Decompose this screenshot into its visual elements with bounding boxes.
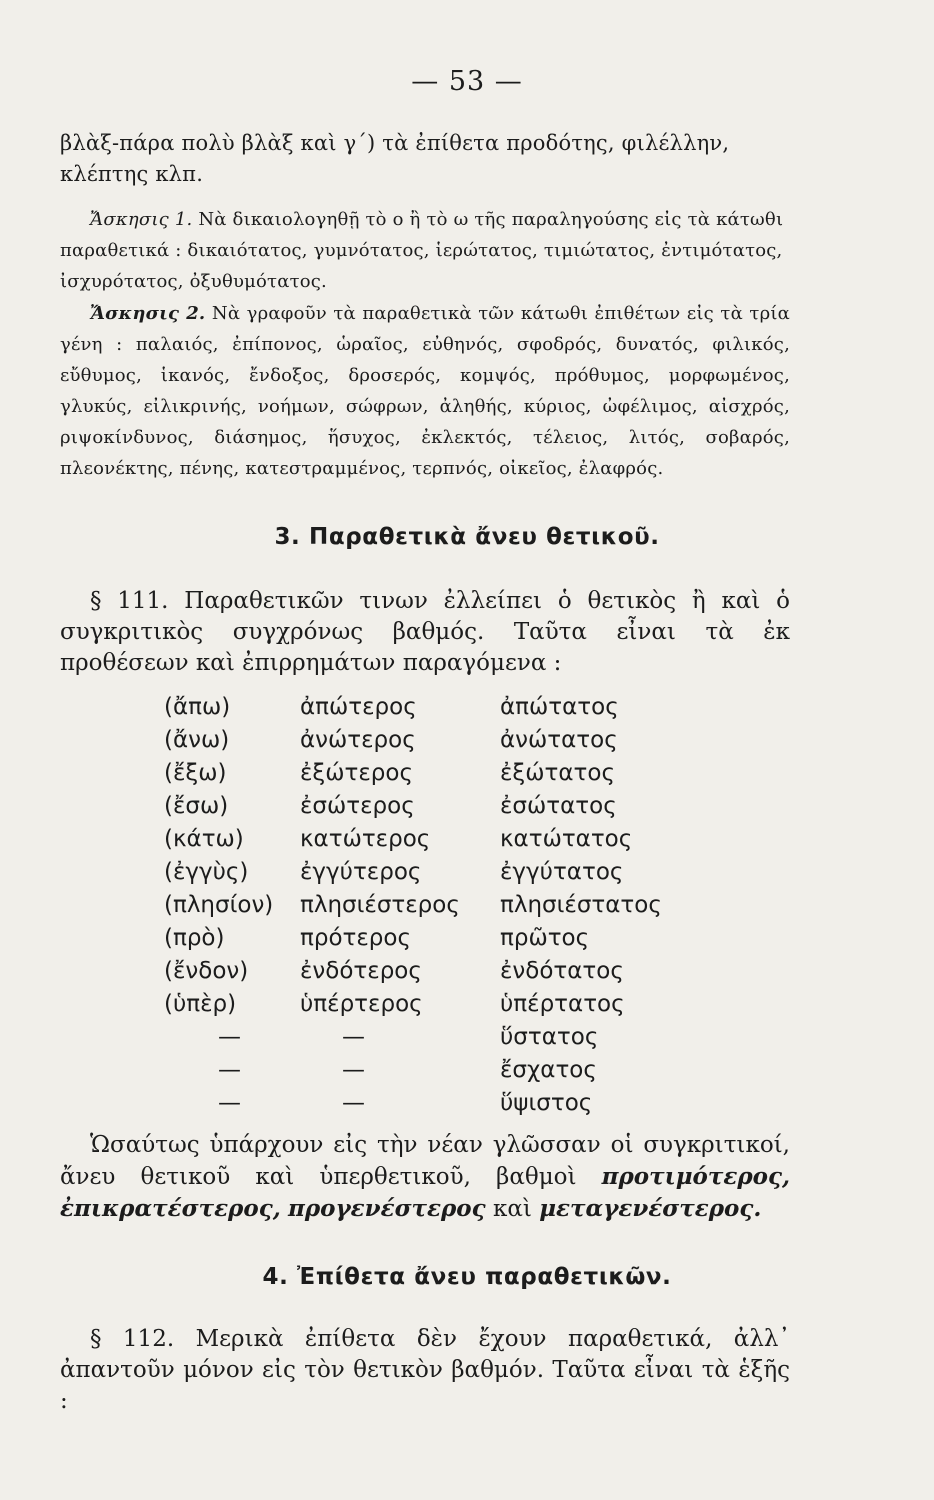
base-form: (ἔνδον) bbox=[164, 958, 249, 984]
table-row bbox=[0, 1057, 934, 1088]
table-row bbox=[0, 1090, 934, 1121]
base-form: (ἄνω) bbox=[164, 727, 230, 753]
section-112-text: Μερικὰ ἐπίθετα δὲν ἔχουν παραθετικά, ἀλλ᾽ ἀπαντοῦν μόνον εἰς τὸν θετικὸν βαθμόν. Ταῦτα εἶναι τὰ ἑξῆς : bbox=[60, 1326, 790, 1414]
base-form: (κάτω) bbox=[164, 826, 244, 852]
section-112-number: § 112. bbox=[90, 1326, 175, 1352]
table-row bbox=[0, 925, 934, 956]
base-form: — bbox=[218, 1024, 241, 1050]
exercise-2-label: Ἄσκησις 2. bbox=[90, 303, 206, 324]
exercise-2 bbox=[60, 298, 790, 484]
section-heading-4: 4. Ἐπίθετα ἄνευ παραθετικῶν. bbox=[262, 1264, 672, 1290]
page-number: — 53 — bbox=[411, 66, 523, 97]
superlative-form: ἐξώτατος bbox=[500, 760, 615, 786]
base-form: (ἄπω) bbox=[164, 694, 231, 720]
base-form: (ὑπὲρ) bbox=[164, 991, 237, 1017]
superlative-form: κατώτατος bbox=[500, 826, 633, 852]
section-heading-3: 3. Παραθετικὰ ἄνευ θετικοῦ. bbox=[274, 524, 660, 550]
table-row bbox=[0, 1024, 934, 1055]
superlative-form: πρῶτος bbox=[500, 925, 590, 951]
section-111-number: § 111. bbox=[90, 588, 169, 614]
table-row bbox=[0, 991, 934, 1022]
comparative-form: ἐγγύτερος bbox=[300, 859, 422, 885]
comparative-form: ἐνδότερος bbox=[300, 958, 422, 984]
comparative-form: ἀνώτερος bbox=[300, 727, 416, 753]
table-row bbox=[0, 793, 934, 824]
comparative-form: — bbox=[342, 1090, 365, 1116]
comparative-form: ἐξώτερος bbox=[300, 760, 413, 786]
comparative-form: κατώτερος bbox=[300, 826, 431, 852]
superlative-form: ἐσώτατος bbox=[500, 793, 617, 819]
base-form: — bbox=[218, 1090, 241, 1116]
intro-paragraph bbox=[60, 128, 790, 190]
table-row bbox=[0, 958, 934, 989]
table-row bbox=[0, 892, 934, 923]
superlative-form: ἀπώτατος bbox=[500, 694, 619, 720]
superlative-form: ἐνδότατος bbox=[500, 958, 624, 984]
exercise-1-text: Νὰ δικαιολογηθῇ τὸ ο ἢ τὸ ω τῆς παραληγούσης εἰς τὰ κάτωθι παραθετικά : δικαιότατος, γυμνότατος, ἱερώτατος, τιμιώτατος, ἐντιμότατος, ἰσχυρότατος, ὀξυθυμότατος. bbox=[60, 209, 784, 292]
base-form: (πλησίον) bbox=[164, 892, 274, 918]
word-epikratesteros: ἐπικρατέστερος, bbox=[60, 1195, 281, 1222]
comparative-form: ἀπώτερος bbox=[300, 694, 417, 720]
superlative-form: ὕψιστος bbox=[500, 1090, 593, 1116]
word-protimoteros: προτιμότερος, bbox=[601, 1163, 790, 1190]
osautos-text: Ὡσαύτως ὑπάρχουν εἰς τὴν νέαν γλῶσσαν οἱ συγκριτικοί, ἄνευ θετικοῦ καὶ ὑπερθετικοῦ, βαθμοὶ bbox=[60, 1132, 790, 1190]
intro-text: βλὰξ-πάρα πολὺ βλὰξ καὶ γ΄) τὰ ἐπίθετα προδότης, φιλέλλην, κλέπτης κλπ. bbox=[60, 131, 730, 186]
comparative-form: πλησιέστερος bbox=[300, 892, 460, 918]
section-111-text: Παραθετικῶν τινων ἐλλείπει ὁ θετικὸς ἢ καὶ ὁ συγκριτικὸς συγχρόνως βαθμός. Ταῦτα εἶναι τὰ ἐκ προθέσεων καὶ ἐπιρρημάτων παραγόμενα : bbox=[60, 588, 790, 676]
comparative-form: πρότερος bbox=[300, 925, 411, 951]
base-form: (ἔξω) bbox=[164, 760, 227, 786]
superlative-form: ὕστατος bbox=[500, 1024, 599, 1050]
table-row bbox=[0, 694, 934, 725]
word-metagenesteros: μεταγενέστερος. bbox=[539, 1195, 762, 1222]
table-row bbox=[0, 760, 934, 791]
superlative-form: ὑπέρτατος bbox=[500, 991, 625, 1017]
superlative-form: ἐγγύτατος bbox=[500, 859, 624, 885]
comparative-form: — bbox=[342, 1057, 365, 1083]
exercise-1-label: Ἄσκησις 1. bbox=[90, 209, 193, 230]
comparative-form: ἐσώτερος bbox=[300, 793, 415, 819]
section-111 bbox=[60, 586, 790, 679]
superlative-form: ἀνώτατος bbox=[500, 727, 618, 753]
table-row bbox=[0, 727, 934, 758]
superlative-form: ἔσχατος bbox=[500, 1057, 597, 1083]
comparative-form: — bbox=[342, 1024, 365, 1050]
section-112 bbox=[60, 1324, 790, 1417]
exercise-1 bbox=[60, 204, 790, 297]
paragraph-osautos bbox=[60, 1130, 790, 1225]
table-row bbox=[0, 859, 934, 890]
base-form: (ἐγγὺς) bbox=[164, 859, 249, 885]
superlative-form: πλησιέστατος bbox=[500, 892, 662, 918]
word-kai: καὶ bbox=[485, 1196, 540, 1222]
base-form: — bbox=[218, 1057, 241, 1083]
word-progenesteros: προγενέστερος bbox=[288, 1195, 486, 1222]
table-row bbox=[0, 826, 934, 857]
comparative-form: ὑπέρτερος bbox=[300, 991, 423, 1017]
base-form: (πρὸ) bbox=[164, 925, 225, 951]
exercise-2-text: Νὰ γραφοῦν τὰ παραθετικὰ τῶν κάτωθι ἐπιθέτων εἰς τὰ τρία γένη : παλαιός, ἐπίπονος, ὡραῖος, εὐθηνός, σφοδρός, δυνατός, φιλικός, εὔθυμος, ἱκανός, ἔνδοξος, δροσερός, κομψός, πρόθυμος, μορφωμένος, γλυκύς, εἰλικρινής, νοήμων, σώφρων, ἀληθής, κύριος, ὠφέλιμος, αἰσχρός, ριψοκίνδυνος, διάσημος, ἥσυχος, ἐκλεκτός, τέλειος, λιτός, σοβαρός, πλεονέκτης, πένης, κατεστραμμένος, τερπνός, οἰκεῖος, ἐλαφρός. bbox=[60, 303, 790, 479]
base-form: (ἔσω) bbox=[164, 793, 229, 819]
